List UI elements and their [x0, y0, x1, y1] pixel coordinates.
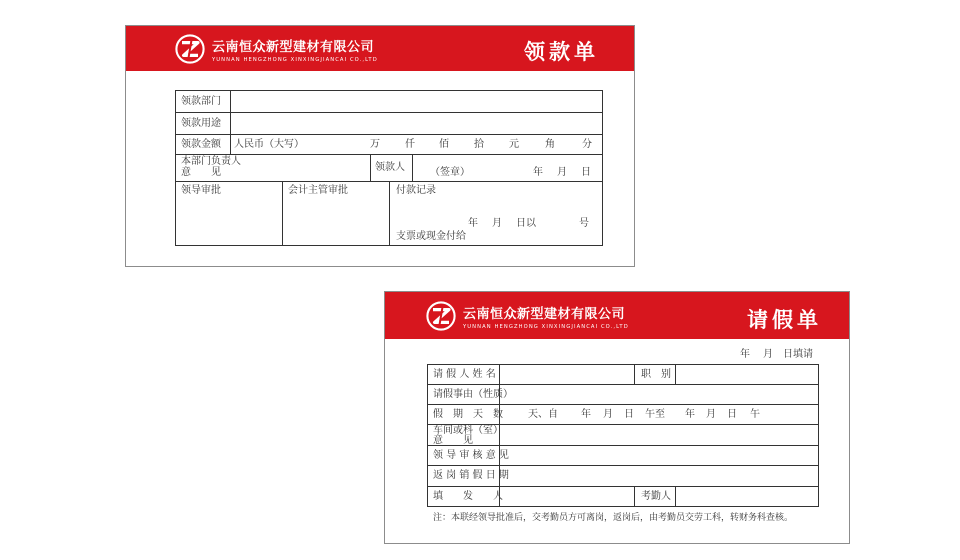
pay-method-label: 支票或现金付给 — [396, 231, 466, 242]
opinion-label: 意 见 — [181, 167, 221, 178]
from-noon: 午至 — [645, 409, 665, 420]
page-title: 请假单 — [747, 307, 822, 332]
leader-label: 领导审批 — [181, 185, 221, 196]
return-date-label: 返 岗 销 假 日 期 — [433, 470, 509, 481]
pay-number: 号 — [579, 218, 589, 229]
to-day: 日 — [727, 409, 737, 420]
date-month: 月 — [557, 167, 567, 178]
position-label: 职 别 — [641, 369, 671, 380]
sign-label: （签章） — [430, 167, 470, 178]
workshop-opinion-label: 意 见 — [433, 435, 473, 446]
unit-qian: 仟 — [405, 139, 415, 150]
amount-rmb-label: 人民币（大写） — [234, 139, 304, 150]
amount-label: 领款金额 — [181, 139, 221, 150]
table-border — [427, 465, 819, 466]
company-name-en: YUNNAN HENGZHONG XINXINGJIANCAI CO.,LTD — [212, 56, 378, 63]
pay-day: 日以 — [516, 218, 536, 229]
table-border — [427, 364, 428, 507]
unit-wan: 万 — [370, 139, 380, 150]
table-border — [675, 486, 676, 507]
to-month: 月 — [706, 409, 716, 420]
leave-note: 注：本联经领导批准后，交考勤员方可离岗，返岗后，由考勤员交劳工科，转财务科查核。 — [433, 513, 794, 523]
table-border — [412, 154, 413, 181]
table-border — [175, 90, 176, 246]
table-border — [370, 154, 371, 181]
company-name-en: YUNNAN HENGZHONG XINXINGJIANCAI CO.,LTD — [463, 323, 629, 330]
table-border — [634, 364, 635, 385]
fill-day: 日填请 — [783, 349, 813, 360]
date-day: 日 — [581, 167, 591, 178]
leave-form — [384, 291, 850, 544]
table-border — [427, 445, 819, 446]
table-border — [427, 384, 819, 385]
payment-form — [125, 25, 635, 267]
days-from: 天、自 — [528, 409, 558, 420]
company-name: 云南恒众新型建材有限公司 — [463, 306, 626, 322]
unit-jiao: 角 — [545, 139, 555, 150]
table-border — [602, 90, 603, 246]
pay-month: 月 — [492, 218, 502, 229]
table-border — [427, 404, 819, 405]
unit-bai: 佰 — [439, 139, 449, 150]
name-label: 请 假 人 姓 名 — [433, 369, 496, 380]
table-border — [230, 90, 231, 155]
unit-fen: 分 — [582, 139, 592, 150]
table-border — [175, 245, 603, 246]
dept-head-label: 本部门负责人 — [181, 156, 241, 167]
company-name: 云南恒众新型建材有限公司 — [212, 39, 375, 55]
date-year: 年 — [533, 167, 543, 178]
leader-label: 领 导 审 核 意 见 — [433, 450, 509, 461]
table-border — [675, 364, 676, 385]
days-label: 假 期 天 数 — [433, 409, 503, 420]
unit-yuan: 元 — [509, 139, 519, 150]
company-logo — [174, 33, 378, 65]
pay-year: 年 — [468, 218, 478, 229]
recipient-label: 领款人 — [375, 162, 405, 173]
table-border — [634, 486, 635, 507]
reason-label: 请假事由（性质） — [433, 389, 513, 400]
unit-shi: 拾 — [474, 139, 484, 150]
table-border — [282, 181, 283, 245]
table-border — [175, 90, 603, 91]
attendance-label: 考勤人 — [641, 491, 671, 502]
fill-year: 年 — [740, 349, 750, 360]
table-border — [427, 364, 819, 365]
table-border — [427, 486, 819, 487]
hz-logo-icon — [425, 300, 457, 332]
pay-record-label: 付款记录 — [396, 185, 436, 196]
table-border — [175, 112, 603, 113]
table-border — [175, 154, 603, 155]
table-border — [427, 506, 819, 507]
table-border — [818, 364, 819, 507]
dept-label: 领款部门 — [181, 96, 221, 107]
issuer-label: 填 发 人 — [433, 491, 503, 502]
table-border — [389, 181, 390, 245]
from-year: 年 — [581, 409, 591, 420]
fill-month: 月 — [763, 349, 773, 360]
purpose-label: 领款用途 — [181, 118, 221, 129]
hz-logo-icon — [174, 33, 206, 65]
to-year: 年 — [685, 409, 695, 420]
page-title: 领款单 — [524, 39, 599, 64]
from-day: 日 — [624, 409, 634, 420]
from-month: 月 — [603, 409, 613, 420]
workshop-label: 车间或科（室） — [433, 425, 503, 436]
accountant-label: 会计主管审批 — [288, 185, 348, 196]
to-noon: 午 — [750, 409, 760, 420]
company-logo — [425, 300, 629, 332]
table-border — [175, 134, 603, 135]
